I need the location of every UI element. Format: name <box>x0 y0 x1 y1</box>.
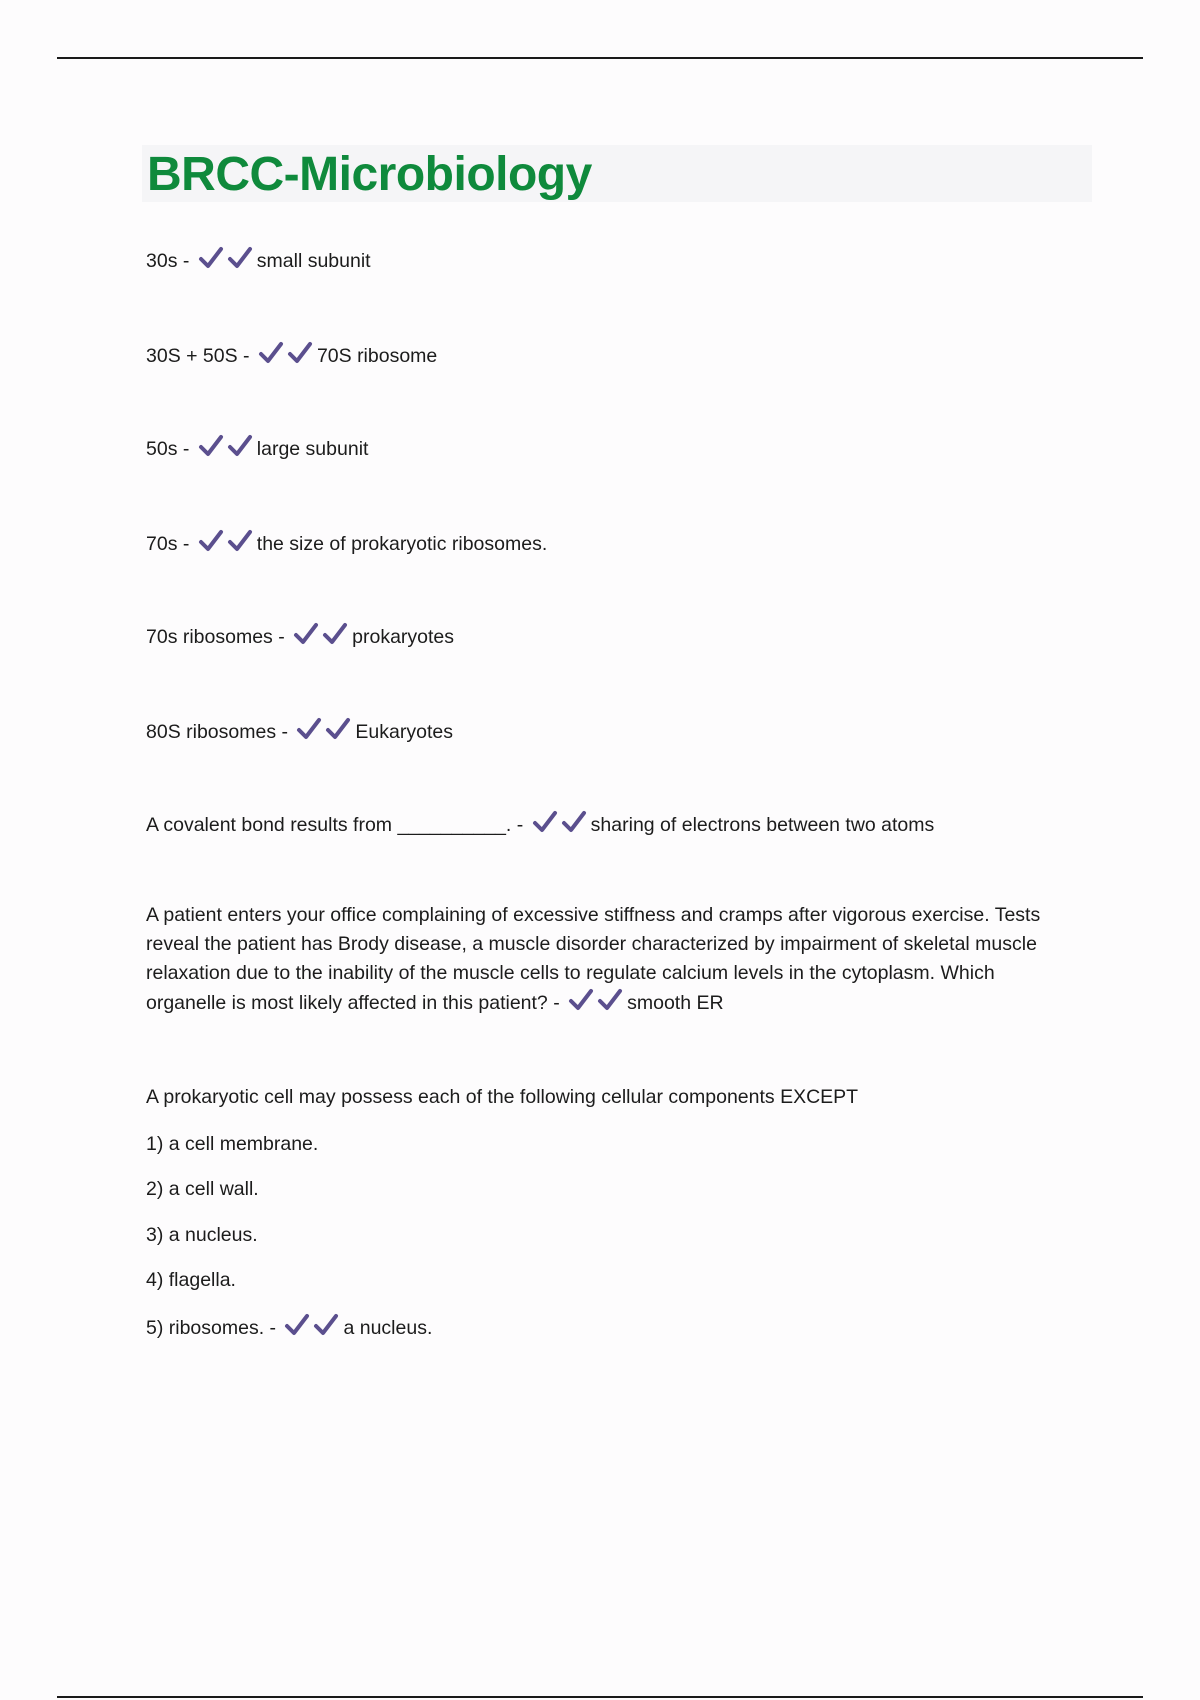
card-question: 30s - <box>146 250 190 272</box>
card-answer: Eukaryotes <box>355 721 453 743</box>
card-question: 80S ribosomes - <box>146 721 288 743</box>
card-question: A covalent bond results from __________. - <box>146 814 524 836</box>
double-check-icon <box>197 246 255 270</box>
document-title: BRCC-Microbiology <box>147 148 592 201</box>
mc-option: 4) flagella. <box>146 1269 236 1291</box>
card-answer: 70S ribosome <box>316 345 438 367</box>
card-answer: sharing of electrons between two atoms <box>590 814 935 836</box>
mc-option: 2) a cell wall. <box>146 1178 259 1200</box>
card-answer: small subunit <box>256 250 371 272</box>
card-question: 70s - <box>146 533 190 555</box>
double-check-icon <box>197 529 255 553</box>
flashcard <box>146 901 1076 1018</box>
flashcard <box>146 810 1076 840</box>
double-check-icon <box>283 1313 341 1337</box>
mc-option: 3) a nucleus. <box>146 1224 258 1246</box>
card-question: 50s - <box>146 438 190 460</box>
mc-option: 1) a cell membrane. <box>146 1133 319 1155</box>
card-answer: smooth ER <box>627 992 724 1014</box>
double-check-icon <box>531 810 589 834</box>
mc-final-option <box>146 1313 432 1343</box>
card-question: 30S + 50S - <box>146 345 250 367</box>
flashcard <box>146 622 1076 652</box>
double-check-icon <box>197 434 255 458</box>
double-check-icon <box>295 717 353 741</box>
flashcard <box>146 341 1076 371</box>
card-question: 70s ribosomes - <box>146 626 285 648</box>
double-check-icon <box>292 622 350 646</box>
card-answer: large subunit <box>256 438 369 460</box>
mc-option: 5) ribosomes. - <box>146 1317 277 1339</box>
card-answer: prokaryotes <box>352 626 455 648</box>
flashcard <box>146 529 1076 559</box>
card-question: A patient enters your office complaining of excessive stiffness and cramps after vigorous exercise. Tests reveal the patient has Brody disease, a muscle disorder characterized by impairment of skeletal muscle relaxation due to the inability of the muscle cells to regulate calcium levels in the cytoplasm. Which organelle is most likely affected in this patient? - <box>146 904 1041 1014</box>
flashcard <box>146 246 1076 276</box>
flashcard <box>146 434 1076 464</box>
double-check-icon <box>257 341 315 365</box>
flashcard <box>146 717 1076 747</box>
mc-answer: a nucleus. <box>343 1317 433 1339</box>
mc-question: A prokaryotic cell may possess each of the following cellular components EXCEPT <box>146 1086 859 1108</box>
card-answer: the size of prokaryotic ribosomes. <box>256 533 548 555</box>
double-check-icon <box>567 988 625 1012</box>
footer-rule <box>57 1696 1143 1698</box>
header-rule <box>57 57 1143 59</box>
